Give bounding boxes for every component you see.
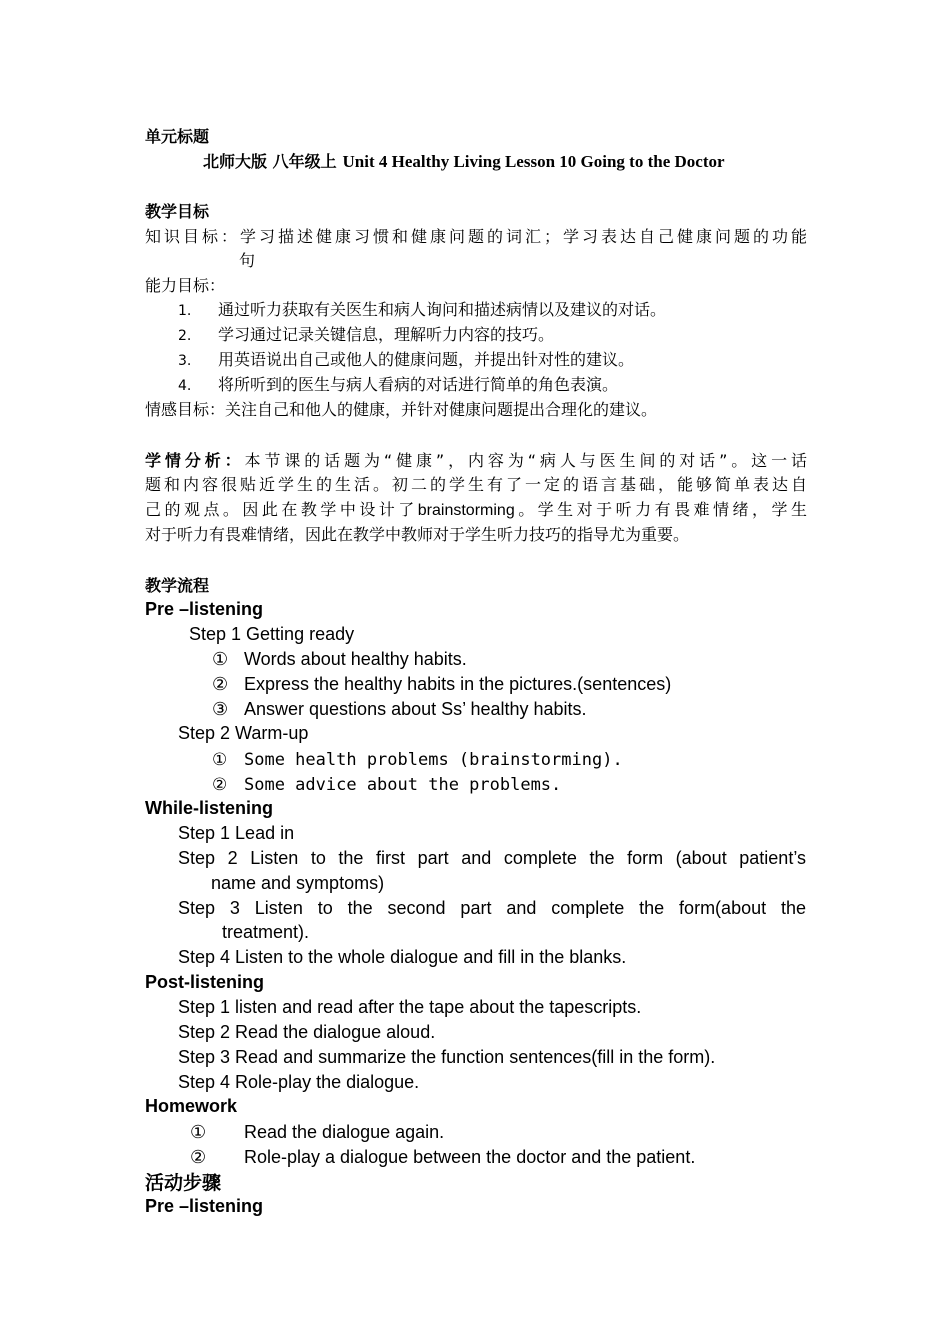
- unit-title-cn: 北师大版 八年级上: [203, 152, 337, 171]
- section-pre-listening-2: Pre –listening: [145, 1196, 264, 1216]
- emotion-objective: 情感目标：关注自己和他人的健康，并针对健康问题提出合理化的建议。: [145, 400, 658, 419]
- while-step4: Step 4 Listen to the whole dialogue and fill in the blanks.: [178, 947, 627, 967]
- analysis-label: 学情分析：: [145, 451, 245, 470]
- process-heading: 教学流程: [145, 576, 210, 595]
- list-item: ② Express the healthy habits in the pictures.(sentences): [212, 674, 672, 694]
- while-step1: Step 1 Lead in: [178, 823, 295, 843]
- section-pre-listening: Pre –listening: [145, 599, 264, 619]
- while-step2-line1: Step 2 Listen to the first part and complete the form (about patient’s: [178, 848, 806, 868]
- analysis-line3: 己的观点。因此在教学中设计了brainstorming。学生对于听力有畏难情绪，学生: [145, 500, 807, 519]
- objectives-heading: 教学目标: [145, 202, 210, 221]
- pre-step1: Step 1 Getting ready: [189, 624, 355, 644]
- post-step: Step 3 Read and summarize the function sentences(fill in the form).: [178, 1047, 716, 1067]
- post-step: Step 1 listen and read after the tape about the tapescripts.: [178, 997, 642, 1017]
- post-step: Step 2 Read the dialogue aloud.: [178, 1022, 436, 1042]
- knowledge-objective-line2: 句: [239, 251, 256, 270]
- ability-item: 1. 通过听力获取有关医生和病人询问和描述病情以及建议的对话。: [178, 300, 667, 319]
- while-step3-line2: treatment).: [222, 922, 310, 942]
- analysis-line1: 学情分析：本节课的话题为“健康”，内容为“病人与医生间的对话”。这一话: [145, 451, 807, 470]
- analysis-line2: 题和内容很贴近学生的生活。初二的学生有了一定的语言基础，能够简单表达自: [145, 475, 807, 494]
- list-item: ② Some advice about the problems.: [212, 775, 562, 795]
- unit-heading: 单元标题: [145, 127, 210, 146]
- ability-item: 4. 将所听到的医生与病人看病的对话进行简单的角色表演。: [178, 375, 619, 394]
- list-item: ① Words about healthy habits.: [212, 649, 467, 669]
- section-while-listening: While-listening: [145, 798, 273, 818]
- section-homework: Homework: [145, 1096, 238, 1116]
- while-step2-line2: name and symptoms): [211, 873, 385, 893]
- homework-item: ② Role-play a dialogue between the doctor and the patient.: [190, 1147, 696, 1167]
- analysis-line4: 对于听力有畏难情绪，因此在教学中教师对于学生听力技巧的指导尤为重要。: [145, 525, 690, 544]
- list-item: ① Some health problems (brainstorming).: [212, 750, 623, 770]
- list-item: ③ Answer questions about Ss’ healthy habits.: [212, 699, 587, 719]
- knowledge-objective-line1: 知识目标：学习描述健康习惯和健康问题的词汇；学习表达自己健康问题的功能: [145, 227, 807, 246]
- ability-objective-heading: 能力目标：: [145, 276, 226, 295]
- unit-title-en: Unit 4 Healthy Living Lesson 10 Going to the Doctor: [342, 152, 725, 171]
- pre-step2: Step 2 Warm-up: [178, 723, 309, 743]
- while-step3-line1: Step 3 Listen to the second part and complete the form(about the: [178, 898, 806, 918]
- ability-item: 3. 用英语说出自己或他人的健康问题，并提出针对性的建议。: [178, 350, 635, 369]
- homework-item: ① Read the dialogue again.: [190, 1122, 445, 1142]
- ability-item: 2. 学习通过记录关键信息，理解听力内容的技巧。: [178, 325, 555, 344]
- unit-title: [203, 151, 725, 173]
- post-step: Step 4 Role-play the dialogue.: [178, 1072, 420, 1092]
- section-post-listening: Post-listening: [145, 972, 265, 992]
- activity-heading: 活动步骤: [145, 1172, 222, 1194]
